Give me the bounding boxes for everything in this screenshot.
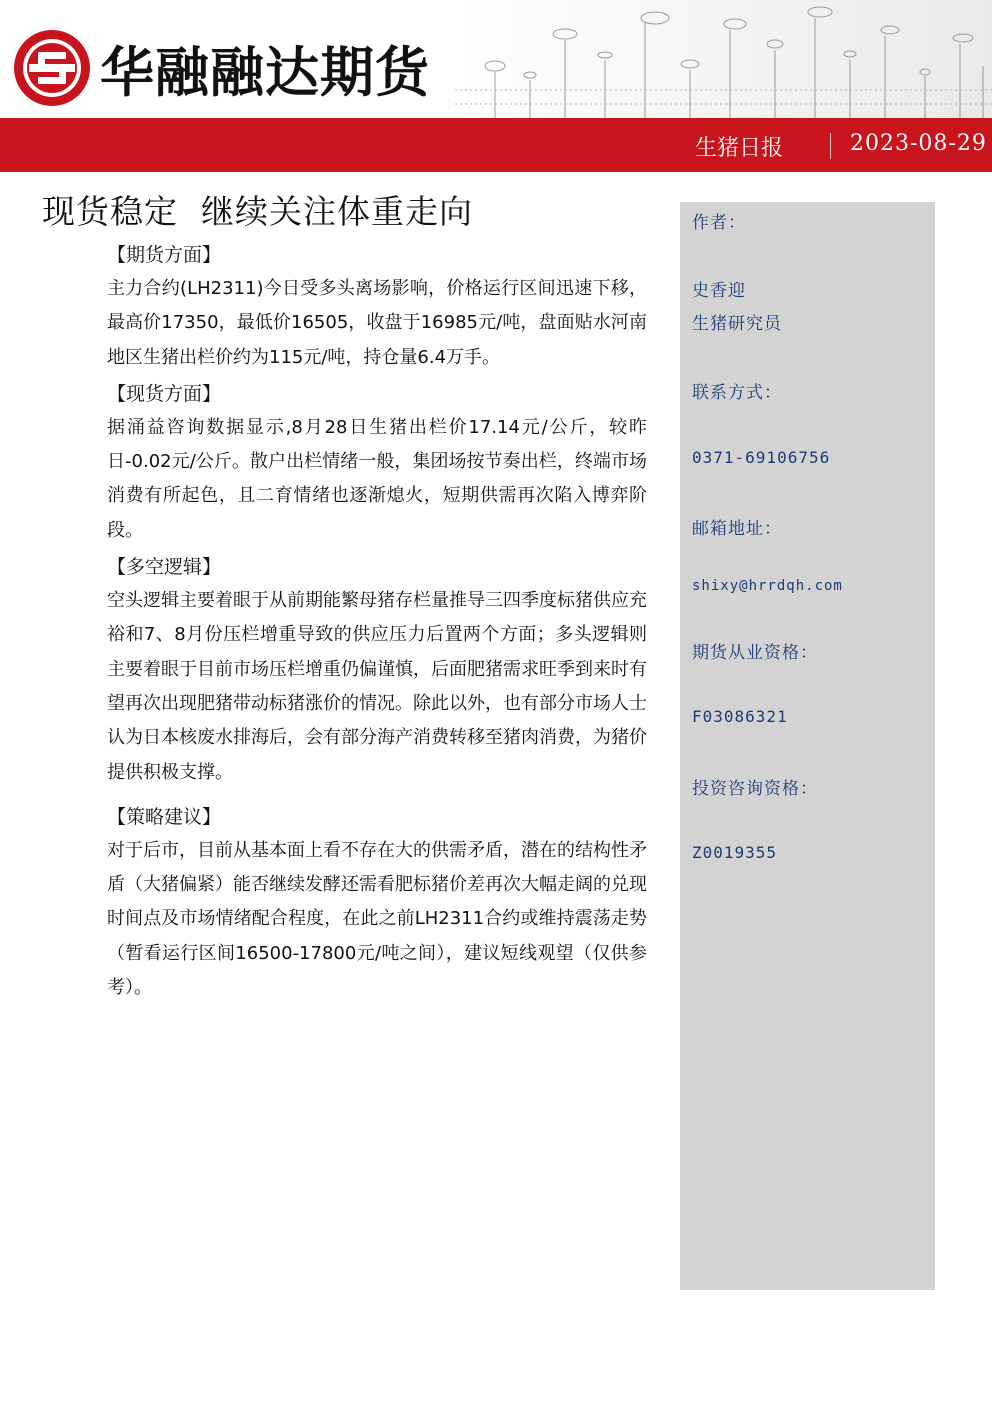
report-body <box>107 238 647 1007</box>
section-paragraph-futures: 主力合约(LH2311)今日受多头离场影响，价格运行区间迅速下移，最高价17350，最低价16505，收盘于16985元/吨，盘面贴水河南地区生猪出栏价约为115元/吨，持仓量6.4万手。 <box>107 278 647 368</box>
huarong-logo-icon <box>12 28 92 108</box>
email-address[interactable]: shixy@hrrdqh.com <box>692 578 843 594</box>
section-paragraph-strategy: 对于后市，目前从基本面上看不存在大的供需矛盾，潜在的结构性矛盾（大猪偏紧）能否继续发酵还需看肥标猪价差再次大幅走阔的兑现时间点及市场情绪配合程度，在此之前LH2311合约或维持震荡走势（暂看运行区间16500-17800元/吨之间），建议短线观望（仅供参考）。 <box>107 839 647 999</box>
section-heading-spot: 【现货方面】 <box>107 382 222 405</box>
contact-label: 联系方式： <box>692 383 782 403</box>
header-divider <box>830 133 831 159</box>
report-type: 生猪日报 <box>695 136 784 161</box>
author-label: 作者： <box>692 213 746 233</box>
section-heading-logic: 【多空逻辑】 <box>107 556 222 579</box>
section-paragraph-logic: 空头逻辑主要着眼于从前期能繁母猪存栏量推导三四季度标猪供应充裕和7、8月份压栏增重导致的供应压力后置两个方面；多头逻辑则主要着眼于目前市场压栏增重仍偏谨慎，后面肥猪需求旺季到来时有望再次出现肥猪带动标猪涨价的情况。除此以外，也有部分市场人士认为日本核废水排海后，会有部分海产消费转移至猪肉消费，为猪价提供积极支撑。 <box>107 590 647 783</box>
invest-cert-label: 投资咨询资格： <box>692 779 818 799</box>
section-paragraph-spot: 据涌益咨询数据显示,8月28日生猪出栏价17.14元/公斤，较昨日-0.02元/公斤。散户出栏情绪一般，集团场按节奏出栏，终端市场消费有所起色，且二育情绪也逐渐熄火，短期供需再次陷入博弈阶段。 <box>107 416 647 541</box>
header-band <box>0 118 992 172</box>
futures-cert-number: F03086321 <box>692 707 788 726</box>
report-header <box>0 0 992 120</box>
section-heading-futures: 【期货方面】 <box>107 244 222 266</box>
futures-cert-label: 期货从业资格： <box>692 643 818 663</box>
author-sidebar <box>680 202 935 1290</box>
phone-number: 0371-69106756 <box>692 448 831 467</box>
report-title: 现货稳定 继续关注体重走向 <box>42 192 473 231</box>
decorative-pattern <box>455 0 992 118</box>
author-title: 生猪研究员 <box>692 314 782 334</box>
section-heading-strategy: 【策略建议】 <box>107 805 222 828</box>
email-label: 邮箱地址： <box>692 519 782 539</box>
invest-cert-number: Z0019355 <box>692 843 778 862</box>
author-name: 史香迎 <box>692 281 746 301</box>
report-date: 2023-08-29 <box>850 131 987 156</box>
company-name: 华融融达期货 <box>100 41 430 104</box>
